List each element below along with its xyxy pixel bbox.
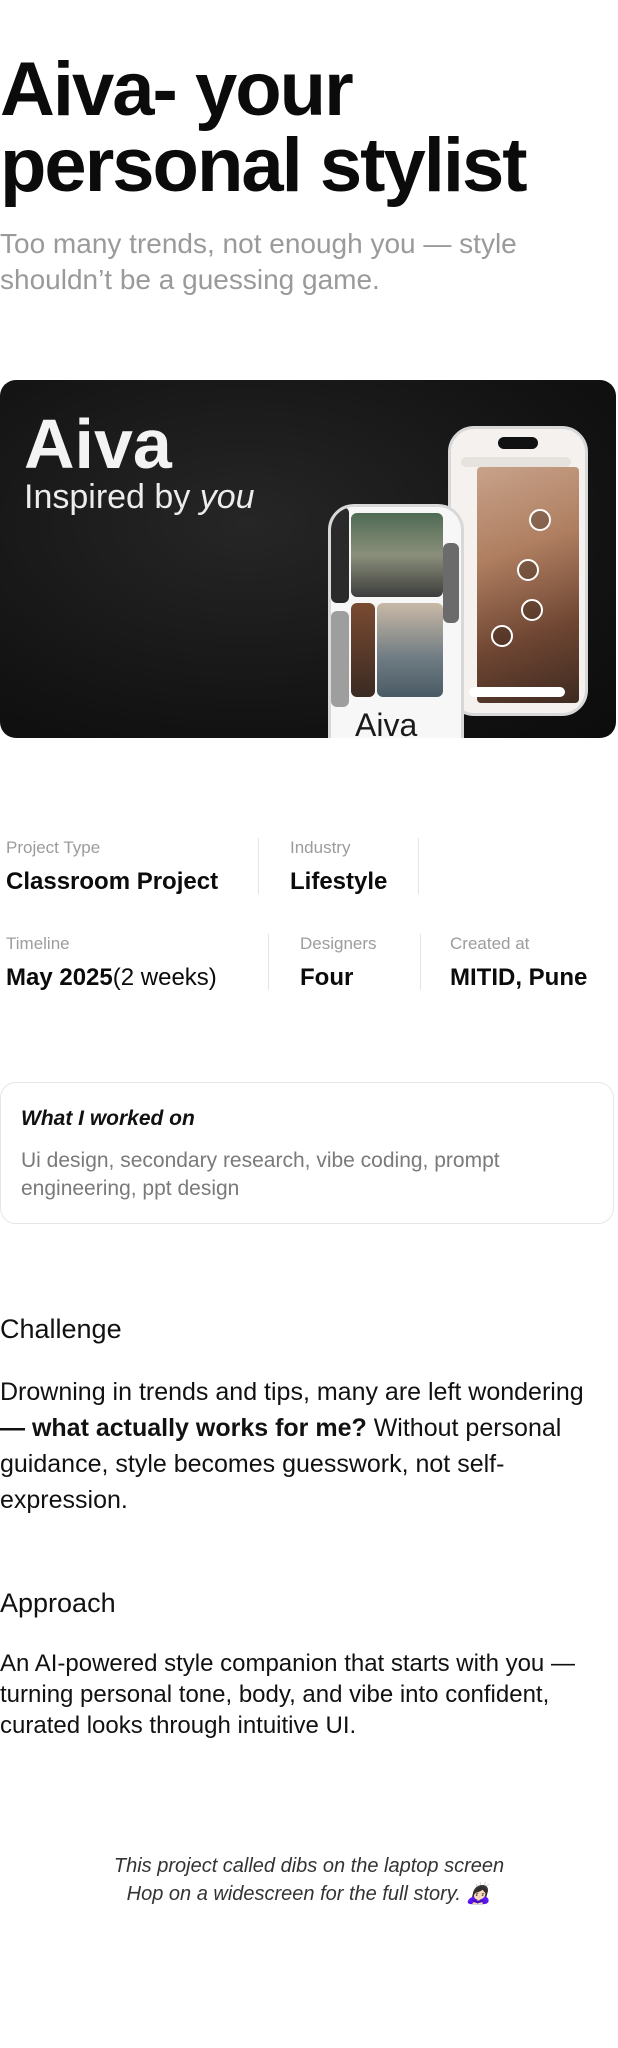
phone-brand: Aiva	[355, 707, 418, 738]
industry-label: Industry	[290, 838, 351, 857]
timeline-date: May 2025	[6, 964, 113, 991]
approach-body: An AI-powered style companion that starts with you — turning personal tone, body, and vibe into confident, curated looks through intuitive UI.	[0, 1650, 575, 1739]
challenge-body-suffix: Without personal guidance, style becomes guesswork, not self-expression.	[0, 1414, 562, 1514]
outfit-photo	[377, 603, 443, 697]
challenge-title: Challenge	[0, 1314, 122, 1344]
worked-on-card	[0, 1082, 614, 1224]
meta-divider	[258, 838, 259, 894]
outfit-photo	[331, 507, 349, 603]
phone-mockup-front	[328, 504, 464, 738]
designers-value: Four	[300, 964, 354, 991]
footer-note-line-1: This project called dibs on the laptop screen	[113, 1855, 505, 1877]
tag-marker	[529, 509, 551, 531]
tag-marker	[517, 559, 539, 581]
approach-title: Approach	[0, 1588, 116, 1618]
hero-banner	[0, 380, 616, 738]
hero-tagline-prefix: Inspired by	[24, 478, 200, 516]
phone-mockup-back	[448, 426, 588, 716]
phone-notch	[498, 437, 538, 449]
tag-marker	[521, 599, 543, 621]
meta-divider	[420, 934, 421, 990]
project-type-value: Classroom Project	[6, 868, 219, 895]
project-type-label: Project Type	[6, 838, 101, 857]
hero-brand: Aiva	[24, 405, 172, 483]
timeline-duration: (2 weeks)	[112, 964, 217, 991]
tag-marker	[491, 625, 513, 647]
worked-on-body: Ui design, secondary research, vibe coding, prompt engineering, ppt design	[21, 1149, 500, 1200]
outfit-photo	[351, 513, 443, 597]
model-photo	[477, 467, 579, 703]
outfit-photo	[351, 603, 375, 697]
challenge-body-bold: — what actually works for me?	[0, 1414, 367, 1442]
challenge-body-prefix: Drowning in trends and tips, many are left wondering	[0, 1378, 584, 1406]
phone-header-bar	[461, 457, 571, 467]
timeline-label: Timeline	[6, 934, 70, 953]
footer-note-line-2: Hop on a widescreen for the full story. 🙇🏻‍♀️	[126, 1883, 492, 1905]
hero-tagline	[24, 476, 255, 518]
created-at-label: Created at	[450, 934, 530, 953]
meta-divider	[268, 934, 269, 990]
phone-input-bar	[469, 687, 565, 697]
page-title	[0, 47, 610, 208]
outfit-photo	[443, 543, 459, 623]
page-subtitle: Too many trends, not enough you — style shouldn’t be a guessing game.	[0, 228, 517, 295]
meta-divider	[418, 838, 419, 894]
page-title-line-1: Aiva- your	[0, 47, 352, 132]
timeline-value	[6, 964, 217, 992]
created-at-value: MITID, Pune	[450, 964, 588, 991]
designers-label: Designers	[300, 934, 377, 953]
page-title-line-2: personal stylist	[0, 123, 526, 208]
industry-value: Lifestyle	[290, 868, 388, 895]
challenge-body	[0, 1374, 614, 1518]
outfit-photo	[331, 611, 349, 707]
hero-tagline-emphasis: you	[199, 478, 255, 516]
worked-on-title: What I worked on	[21, 1107, 195, 1130]
